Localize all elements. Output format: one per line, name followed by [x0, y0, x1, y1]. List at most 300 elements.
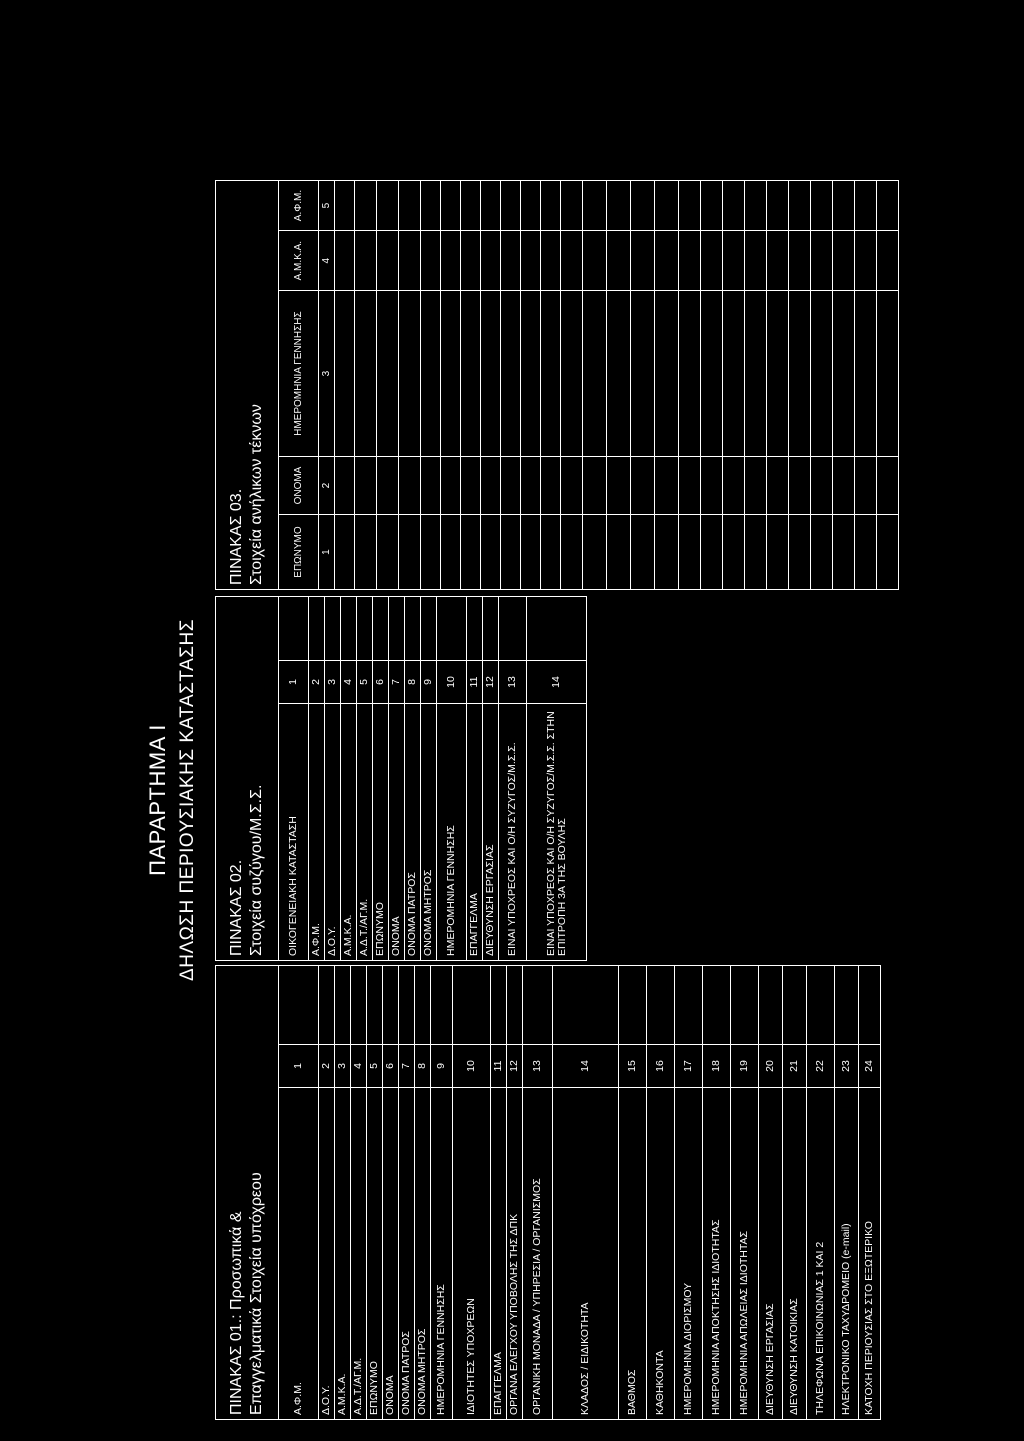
- table-row: [453, 966, 491, 1420]
- table-row: [675, 966, 703, 1420]
- entry-cell[interactable]: [461, 231, 481, 291]
- entry-cell[interactable]: [789, 231, 811, 291]
- entry-cell[interactable]: [789, 515, 811, 590]
- table-row: [367, 966, 383, 1420]
- table-row: [731, 966, 759, 1420]
- table-row: [833, 181, 855, 590]
- entry-cell[interactable]: [377, 291, 399, 457]
- field-number: 8: [405, 661, 421, 704]
- field-value-cell[interactable]: [467, 597, 483, 661]
- column-number: 3: [319, 291, 335, 457]
- field-value-cell[interactable]: [523, 966, 553, 1045]
- field-number: 13: [499, 661, 527, 704]
- entry-cell[interactable]: [501, 457, 521, 515]
- entry-cell[interactable]: [521, 515, 541, 590]
- field-number: 22: [807, 1045, 835, 1088]
- entry-cell[interactable]: [541, 231, 561, 291]
- field-number: 20: [759, 1045, 783, 1088]
- table-row: [421, 181, 441, 590]
- column-header: ΕΠΩΝΥΜΟ: [279, 515, 319, 590]
- entry-cell[interactable]: [355, 291, 377, 457]
- field-value-cell[interactable]: [373, 597, 389, 661]
- entry-cell[interactable]: [723, 231, 745, 291]
- field-value-cell[interactable]: [415, 966, 431, 1045]
- table-row: [341, 597, 357, 961]
- entry-cell[interactable]: [421, 181, 441, 231]
- entry-cell[interactable]: [767, 181, 789, 231]
- table-row: [399, 181, 421, 590]
- field-value-cell[interactable]: [675, 966, 703, 1045]
- table-row: [309, 597, 325, 961]
- table-row: [405, 597, 421, 961]
- entry-cell[interactable]: [655, 515, 679, 590]
- entry-cell[interactable]: [399, 231, 421, 291]
- entry-cell[interactable]: [501, 291, 521, 457]
- entry-cell[interactable]: [855, 515, 877, 590]
- field-number: 2: [319, 1045, 335, 1088]
- entry-cell[interactable]: [521, 457, 541, 515]
- table-row: [507, 966, 523, 1420]
- entry-cell[interactable]: [461, 457, 481, 515]
- field-number: 4: [341, 661, 357, 704]
- field-value-cell[interactable]: [859, 966, 881, 1045]
- entry-cell[interactable]: [541, 291, 561, 457]
- table-row: [619, 966, 647, 1420]
- entry-cell[interactable]: [441, 515, 461, 590]
- entry-cell[interactable]: [541, 515, 561, 590]
- entry-cell[interactable]: [399, 515, 421, 590]
- table-01-heading-line2: Επαγγελματικά Στοιχεία υπόχρεου: [248, 1172, 265, 1415]
- entry-cell[interactable]: [355, 231, 377, 291]
- field-label: ΟΝΟΜΑ: [383, 1088, 399, 1420]
- table-row: [553, 966, 619, 1420]
- table-row: [421, 597, 437, 961]
- table-row: [499, 597, 527, 961]
- field-value-cell[interactable]: [325, 597, 341, 661]
- entry-cell[interactable]: [355, 457, 377, 515]
- field-value-cell[interactable]: [835, 966, 859, 1045]
- field-value-cell[interactable]: [335, 966, 351, 1045]
- entry-cell[interactable]: [607, 515, 631, 590]
- entry-cell[interactable]: [723, 515, 745, 590]
- entry-cell[interactable]: [399, 291, 421, 457]
- entry-cell[interactable]: [561, 181, 583, 231]
- entry-cell[interactable]: [789, 181, 811, 231]
- field-number: 5: [367, 1045, 383, 1088]
- field-value-cell[interactable]: [383, 966, 399, 1045]
- entry-cell[interactable]: [855, 457, 877, 515]
- table-row: [491, 966, 507, 1420]
- field-number: 8: [415, 1045, 431, 1088]
- entry-cell[interactable]: [833, 291, 855, 457]
- entry-cell[interactable]: [481, 457, 501, 515]
- field-value-cell[interactable]: [309, 597, 325, 661]
- entry-cell[interactable]: [501, 515, 521, 590]
- table-row: [431, 966, 453, 1420]
- table-row: [501, 181, 521, 590]
- field-value-cell[interactable]: [453, 966, 491, 1045]
- entry-cell[interactable]: [335, 515, 355, 590]
- entry-cell[interactable]: [745, 231, 767, 291]
- entry-cell[interactable]: [481, 231, 501, 291]
- field-value-cell[interactable]: [279, 966, 319, 1045]
- entry-cell[interactable]: [421, 291, 441, 457]
- entry-cell[interactable]: [355, 515, 377, 590]
- entry-cell[interactable]: [541, 181, 561, 231]
- table-row: [655, 181, 679, 590]
- entry-cell[interactable]: [745, 457, 767, 515]
- entry-cell[interactable]: [679, 291, 701, 457]
- entry-cell[interactable]: [421, 231, 441, 291]
- table-row: [325, 597, 341, 961]
- entry-cell[interactable]: [399, 181, 421, 231]
- entry-cell[interactable]: [679, 515, 701, 590]
- column-number: 2: [319, 457, 335, 515]
- field-value-cell[interactable]: [319, 966, 335, 1045]
- entry-cell[interactable]: [701, 181, 723, 231]
- entry-cell[interactable]: [655, 181, 679, 231]
- column-header: ΟΝΟΜΑ: [279, 457, 319, 515]
- table-03-heading: [216, 181, 279, 590]
- field-value-cell[interactable]: [647, 966, 675, 1045]
- field-number: 6: [373, 661, 389, 704]
- entry-cell[interactable]: [583, 291, 607, 457]
- field-number: 1: [279, 661, 309, 704]
- table-row: [481, 181, 501, 590]
- field-number: 11: [491, 1045, 507, 1088]
- field-label: ΚΑΤΟΧΗ ΠΕΡΙΟΥΣΙΑΣ ΣΤΟ ΕΞΩΤΕΡΙΚΟ: [859, 1088, 881, 1420]
- entry-cell[interactable]: [335, 181, 355, 231]
- entry-cell[interactable]: [561, 291, 583, 457]
- column-number: 1: [319, 515, 335, 590]
- table-01-heading-line1: ΠΙΝΑΚΑΣ 01.: Προσωπικά &: [228, 1211, 245, 1415]
- entry-cell[interactable]: [461, 515, 481, 590]
- field-label: ΗΜΕΡΟΜΗΝΙΑ ΔΙΟΡΙΣΜΟΥ: [675, 1088, 703, 1420]
- field-value-cell[interactable]: [553, 966, 619, 1045]
- table-row: [461, 181, 481, 590]
- entry-cell[interactable]: [877, 291, 899, 457]
- field-label: ΔΙΕΥΘΥΝΣΗ ΕΡΓΑΣΙΑΣ: [759, 1088, 783, 1420]
- entry-cell[interactable]: [377, 515, 399, 590]
- field-number: 9: [421, 661, 437, 704]
- field-value-cell[interactable]: [807, 966, 835, 1045]
- field-value-cell[interactable]: [499, 597, 527, 661]
- field-number: 7: [399, 1045, 415, 1088]
- entry-cell[interactable]: [745, 291, 767, 457]
- entry-cell[interactable]: [583, 231, 607, 291]
- entry-cell[interactable]: [541, 457, 561, 515]
- field-number: 9: [431, 1045, 453, 1088]
- table-row: [745, 181, 767, 590]
- table-row: [335, 966, 351, 1420]
- entry-cell[interactable]: [789, 457, 811, 515]
- entry-cell[interactable]: [441, 457, 461, 515]
- field-number: 23: [835, 1045, 859, 1088]
- entry-cell[interactable]: [767, 231, 789, 291]
- entry-cell[interactable]: [561, 457, 583, 515]
- entry-cell[interactable]: [481, 291, 501, 457]
- entry-cell[interactable]: [811, 457, 833, 515]
- entry-cell[interactable]: [811, 181, 833, 231]
- field-label: ΟΝΟΜΑ ΜΗΤΡΟΣ: [415, 1088, 431, 1420]
- field-number: 4: [351, 1045, 367, 1088]
- entry-cell[interactable]: [521, 291, 541, 457]
- table-row: [523, 966, 553, 1420]
- entry-cell[interactable]: [855, 231, 877, 291]
- entry-cell[interactable]: [855, 291, 877, 457]
- entry-cell[interactable]: [833, 457, 855, 515]
- field-value-cell[interactable]: [279, 597, 309, 661]
- entry-cell[interactable]: [583, 515, 607, 590]
- field-label: ΗΜΕΡΟΜΗΝΙΑ ΓΕΝΝΗΣΗΣ: [431, 1088, 453, 1420]
- entry-cell[interactable]: [877, 457, 899, 515]
- entry-cell[interactable]: [701, 457, 723, 515]
- table-row: [701, 181, 723, 590]
- table-row: [335, 181, 355, 590]
- table-row: [441, 181, 461, 590]
- field-number: 21: [783, 1045, 807, 1088]
- field-value-cell[interactable]: [357, 597, 373, 661]
- field-label: ΟΙΚΟΓΕΝΕΙΑΚΗ ΚΑΤΑΣΤΑΣΗ: [279, 704, 309, 961]
- table-03-heading-line2: Στοιχεία ανήλικων τέκνων: [248, 404, 265, 585]
- entry-cell[interactable]: [441, 181, 461, 231]
- table-row: [541, 181, 561, 590]
- entry-cell[interactable]: [461, 291, 481, 457]
- column-number: 5: [319, 181, 335, 231]
- field-value-cell[interactable]: [483, 597, 499, 661]
- entry-cell[interactable]: [723, 291, 745, 457]
- field-label: ΕΙΝΑΙ ΥΠΟΧΡΕΟΣ ΚΑΙ Ο/Η ΣΥΖΥΓΟΣ/Μ.Σ.Σ. ΣΤΗΝ ΕΠΙΤΡΟΠΗ 3Α ΤΗΣ ΒΟΥΛΗΣ: [527, 704, 587, 961]
- field-label: ΚΑΘΗΚΟΝΤΑ: [647, 1088, 675, 1420]
- field-value-cell[interactable]: [405, 597, 421, 661]
- table-row: [279, 597, 309, 961]
- field-value-cell[interactable]: [703, 966, 731, 1045]
- table-row: [583, 181, 607, 590]
- entry-cell[interactable]: [767, 457, 789, 515]
- table-02-spouse-details: [215, 596, 587, 961]
- field-number: 14: [527, 661, 587, 704]
- entry-cell[interactable]: [377, 231, 399, 291]
- field-label: Α.Δ.Τ./ΑΓ.Μ.: [351, 1088, 367, 1420]
- field-label: ΗΜΕΡΟΜΗΝΙΑ ΑΠΩΛΕΙΑΣ ΙΔΙΟΤΗΤΑΣ: [731, 1088, 759, 1420]
- entry-cell[interactable]: [833, 231, 855, 291]
- table-row: [783, 966, 807, 1420]
- field-number: 11: [467, 661, 483, 704]
- field-value-cell[interactable]: [759, 966, 783, 1045]
- entry-cell[interactable]: [833, 515, 855, 590]
- table-row: [767, 181, 789, 590]
- entry-cell[interactable]: [607, 231, 631, 291]
- entry-cell[interactable]: [655, 457, 679, 515]
- field-number: 2: [309, 661, 325, 704]
- field-number: 15: [619, 1045, 647, 1088]
- entry-cell[interactable]: [521, 181, 541, 231]
- field-label: ΚΛΑΔΟΣ / ΕΙΔΙΚΟΤΗΤΑ: [553, 1088, 619, 1420]
- field-number: 10: [437, 661, 467, 704]
- field-label: ΔΙΕΥΘΥΝΣΗ ΕΡΓΑΣΙΑΣ: [483, 704, 499, 961]
- entry-cell[interactable]: [631, 181, 655, 231]
- table-row: [859, 966, 881, 1420]
- entry-cell[interactable]: [607, 291, 631, 457]
- entry-cell[interactable]: [441, 291, 461, 457]
- entry-cell[interactable]: [421, 457, 441, 515]
- table-row: [437, 597, 467, 961]
- entry-cell[interactable]: [377, 457, 399, 515]
- field-label: ΟΡΓΑΝΙΚΗ ΜΟΝΑΔΑ / ΥΠΗΡΕΣΙΑ / ΟΡΓΑΝΙΣΜΟΣ: [523, 1088, 553, 1420]
- table-row: [807, 966, 835, 1420]
- entry-cell[interactable]: [723, 181, 745, 231]
- entry-cell[interactable]: [811, 515, 833, 590]
- entry-cell[interactable]: [583, 457, 607, 515]
- table-row: [373, 597, 389, 961]
- column-header: Α.Φ.Μ.: [279, 181, 319, 231]
- entry-cell[interactable]: [355, 181, 377, 231]
- table-row: [279, 966, 319, 1420]
- entry-cell[interactable]: [789, 291, 811, 457]
- column-header-row: [279, 181, 319, 590]
- entry-cell[interactable]: [441, 231, 461, 291]
- entry-cell[interactable]: [811, 291, 833, 457]
- table-row: [383, 966, 399, 1420]
- field-number: 7: [389, 661, 405, 704]
- entry-cell[interactable]: [481, 515, 501, 590]
- field-number: 13: [523, 1045, 553, 1088]
- field-value-cell[interactable]: [389, 597, 405, 661]
- table-row: [467, 597, 483, 961]
- field-value-cell[interactable]: [399, 966, 415, 1045]
- table-02-heading-line1: ΠΙΝΑΚΑΣ 02.: [228, 859, 245, 956]
- entry-cell[interactable]: [767, 291, 789, 457]
- entry-cell[interactable]: [767, 515, 789, 590]
- entry-cell[interactable]: [655, 291, 679, 457]
- entry-cell[interactable]: [631, 231, 655, 291]
- entry-cell[interactable]: [877, 515, 899, 590]
- table-row: [377, 181, 399, 590]
- field-label: ΟΝΟΜΑ ΜΗΤΡΟΣ: [421, 704, 437, 961]
- entry-cell[interactable]: [377, 181, 399, 231]
- entry-cell[interactable]: [335, 231, 355, 291]
- field-label: Α.Δ.Τ./ΑΓ.Μ.: [357, 704, 373, 961]
- field-number: 12: [483, 661, 499, 704]
- table-row: [351, 966, 367, 1420]
- table-row: [521, 181, 541, 590]
- field-number: 17: [675, 1045, 703, 1088]
- entry-cell[interactable]: [745, 515, 767, 590]
- document-title: ΠΑΡΑΡΤΗΜΑ Ι: [145, 724, 170, 876]
- field-value-cell[interactable]: [783, 966, 807, 1045]
- field-label: ΗΛΕΚΤΡΟΝΙΚΟ ΤΑΧΥΔΡΟΜΕΙΟ (e-mail): [835, 1088, 859, 1420]
- field-number: 3: [325, 661, 341, 704]
- entry-cell[interactable]: [679, 181, 701, 231]
- field-value-cell[interactable]: [507, 966, 523, 1045]
- entry-cell[interactable]: [631, 291, 655, 457]
- entry-cell[interactable]: [679, 231, 701, 291]
- table-row: [723, 181, 745, 590]
- field-value-cell[interactable]: [527, 597, 587, 661]
- entry-cell[interactable]: [501, 231, 521, 291]
- field-label: ΟΡΓΑΝΑ ΕΛΕΓΧΟΥ ΥΠΟΒΟΛΗΣ ΤΗΣ ΔΠΚ: [507, 1088, 523, 1420]
- entry-cell[interactable]: [607, 181, 631, 231]
- entry-cell[interactable]: [745, 181, 767, 231]
- entry-cell[interactable]: [631, 515, 655, 590]
- table-row: [607, 181, 631, 590]
- field-label: ΟΝΟΜΑ: [389, 704, 405, 961]
- entry-cell[interactable]: [701, 231, 723, 291]
- field-number: 6: [383, 1045, 399, 1088]
- table-row: [811, 181, 833, 590]
- field-label: Δ.Ο.Υ.: [325, 704, 341, 961]
- field-value-cell[interactable]: [367, 966, 383, 1045]
- column-number: 4: [319, 231, 335, 291]
- entry-cell[interactable]: [421, 515, 441, 590]
- field-value-cell[interactable]: [491, 966, 507, 1045]
- field-value-cell[interactable]: [731, 966, 759, 1045]
- field-label: ΕΠΑΓΓΕΛΜΑ: [491, 1088, 507, 1420]
- field-label: ΔΙΕΥΘΥΝΣΗ ΚΑΤΟΙΚΙΑΣ: [783, 1088, 807, 1420]
- table-row: [855, 181, 877, 590]
- table-01-heading: [216, 966, 279, 1420]
- entry-cell[interactable]: [501, 181, 521, 231]
- entry-cell[interactable]: [521, 231, 541, 291]
- table-03-heading-line1: ΠΙΝΑΚΑΣ 03.: [228, 488, 245, 585]
- entry-cell[interactable]: [335, 457, 355, 515]
- entry-cell[interactable]: [723, 457, 745, 515]
- field-value-cell[interactable]: [421, 597, 437, 661]
- entry-cell[interactable]: [833, 181, 855, 231]
- entry-cell[interactable]: [679, 457, 701, 515]
- field-value-cell[interactable]: [619, 966, 647, 1045]
- entry-cell[interactable]: [811, 231, 833, 291]
- field-value-cell[interactable]: [341, 597, 357, 661]
- entry-cell[interactable]: [583, 181, 607, 231]
- entry-cell[interactable]: [655, 231, 679, 291]
- field-label: ΗΜΕΡΟΜΗΝΙΑ ΑΠΟΚΤΗΣΗΣ ΙΔΙΟΤΗΤΑΣ: [703, 1088, 731, 1420]
- field-label: Α.Μ.Κ.Α.: [341, 704, 357, 961]
- field-label: ΟΝΟΜΑ ΠΑΤΡΟΣ: [399, 1088, 415, 1420]
- table-02-heading: [216, 597, 279, 961]
- rotated-document-page: [145, 180, 875, 1420]
- entry-cell[interactable]: [561, 231, 583, 291]
- entry-cell[interactable]: [877, 231, 899, 291]
- table-row: [877, 181, 899, 590]
- field-label: ΕΠΩΝΥΜΟ: [373, 704, 389, 961]
- field-value-cell[interactable]: [431, 966, 453, 1045]
- field-label: ΕΠΑΓΓΕΛΜΑ: [467, 704, 483, 961]
- field-value-cell[interactable]: [351, 966, 367, 1045]
- entry-cell[interactable]: [399, 457, 421, 515]
- entry-cell[interactable]: [561, 515, 583, 590]
- table-row: [527, 597, 587, 961]
- field-number: 10: [453, 1045, 491, 1088]
- field-label: ΙΔΙΟΤΗΤΕΣ ΥΠΟΧΡΕΩΝ: [453, 1088, 491, 1420]
- entry-cell[interactable]: [481, 181, 501, 231]
- entry-cell[interactable]: [335, 291, 355, 457]
- table-row: [357, 597, 373, 961]
- table-row: [483, 597, 499, 961]
- table-row: [399, 966, 415, 1420]
- entry-cell[interactable]: [701, 515, 723, 590]
- entry-cell[interactable]: [607, 457, 631, 515]
- field-label: Α.Μ.Κ.Α.: [335, 1088, 351, 1420]
- entry-cell[interactable]: [461, 181, 481, 231]
- entry-cell[interactable]: [877, 181, 899, 231]
- entry-cell[interactable]: [701, 291, 723, 457]
- entry-cell[interactable]: [631, 457, 655, 515]
- field-value-cell[interactable]: [437, 597, 467, 661]
- table-row: [631, 181, 655, 590]
- entry-cell[interactable]: [855, 181, 877, 231]
- table-02-heading-line2: Στοιχεία συζύγου/Μ.Σ.Σ.: [248, 784, 265, 956]
